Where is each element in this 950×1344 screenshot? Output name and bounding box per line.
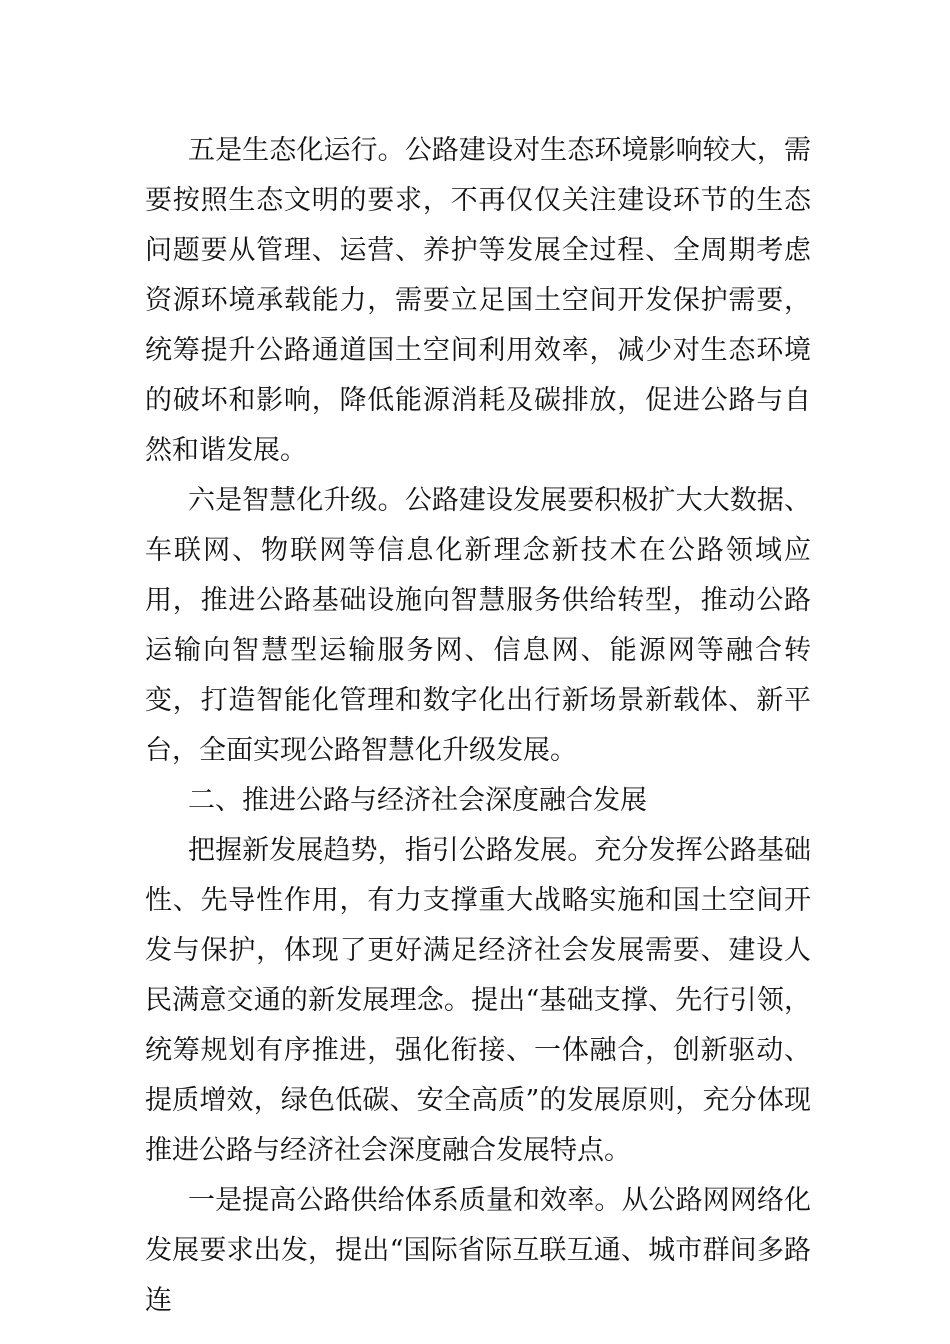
section-heading: 二、推进公路与经济社会深度融合发展 xyxy=(188,785,647,816)
paragraph-ecological-operation: 五是生态化运行。公路建设对生态环境影响较大，需要按照生态文明的要求，不再仅仅关注建设环节的生态问题要从管理、运营、养护等发展全过程、全周期考虑资源环境承载能力，需要立足国土空间开发保护需要，统筹提升公路通道国土空间利用效率，减少对生态环境的破坏和影响，降低能源消耗及碳排放，促进公路与自然和谐发展。 xyxy=(145,135,811,466)
paragraph-supply-system: 一是提高公路供给体系质量和效率。从公路网网络化发展要求出发，提出“国际省际互联互通、城市群间多路连 xyxy=(145,1185,811,1316)
paragraph-development-trend: 把握新发展趋势，指引公路发展。充分发挥公路基础性、先导性作用，有力支撑重大战略实施和国土空间开发与保护，体现了更好满足经济社会发展需要、建设人民满意交通的新发展理念。提出“基础支撑、先行引领，统筹规划有序推进，强化衔接、一体融合，创新驱动、提质增效，绿色低碳、安全高质”的发展原则，充分体现推进公路与经济社会深度融合发展特点。 xyxy=(145,835,811,1166)
paragraph-smart-upgrade: 六是智慧化升级。公路建设发展要积极扩大大数据、车联网、物联网等信息化新理念新技术在公路领域应用，推进公路基础设施向智慧服务供给转型，推动公路运输向智慧型运输服务网、信息网、能源网等融合转变，打造智能化管理和数字化出行新场景新载体、新平台，全面实现公路智慧化升级发展。 xyxy=(145,485,811,766)
document-body xyxy=(145,126,811,1326)
